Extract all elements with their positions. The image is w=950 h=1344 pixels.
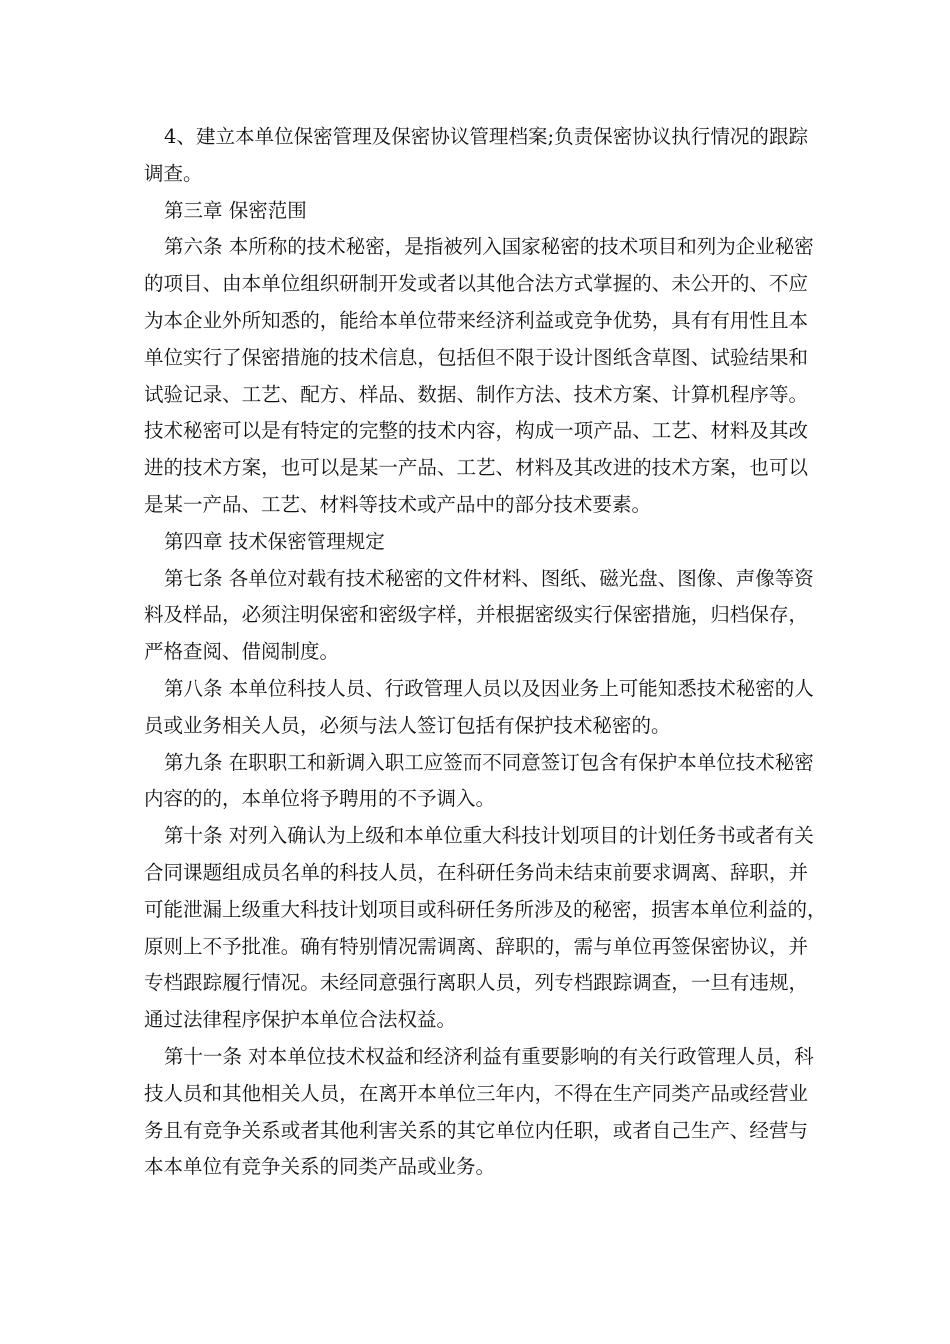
paragraph-line: 本本单位有竞争关系的同类产品或业务。 (144, 1155, 496, 1179)
paragraph-line: 第八条 本单位科技人员、行政管理人员以及因业务上可能知悉技术秘密的人 (164, 676, 814, 700)
paragraph-line: 进的技术方案，也可以是某一产品、工艺、材料及其改进的技术方案，也可以 (144, 456, 808, 480)
chapter-heading: 第三章 保密范围 (164, 198, 307, 222)
paragraph-line: 通过法律程序保护本单位合法权益。 (144, 1008, 457, 1032)
document-body (144, 119, 827, 1186)
paragraph-line: 第六条 本所称的技术秘密，是指被列入国家秘密的技术项目和列为企业秘密 (164, 235, 814, 259)
paragraph-line: 是某一产品、工艺、材料等技术或产品中的部分技术要素。 (144, 492, 652, 516)
paragraph-line: 的项目、由本单位组织研制开发或者以其他合法方式掌握的、未公开的、不应 (144, 272, 808, 296)
chapter-heading: 第四章 技术保密管理规定 (164, 529, 385, 553)
paragraph-line: 第十条 对列入确认为上级和本单位重大科技计划项目的计划任务书或者有关 (164, 824, 814, 848)
paragraph-line: 员或业务相关人员，必须与法人签订包括有保护技术秘密的。 (144, 713, 671, 737)
paragraph-line: 合同课题组成员名单的科技人员，在科研任务尚未结束前要求调离、辞职，并 (144, 860, 808, 884)
paragraph-line: 试验记录、工艺、配方、样品、数据、制作方法、技术方案、计算机程序等。 (144, 382, 808, 406)
paragraph-line: 4、建立本单位保密管理及保密协议管理档案;负责保密协议执行情况的跟踪 (164, 125, 808, 148)
paragraph-line: 严格查阅、借阅制度。 (144, 640, 340, 664)
paragraph-line: 第十一条 对本单位技术权益和经济利益有重要影响的有关行政管理人员，科 (164, 1044, 814, 1068)
paragraph-line: 专档跟踪履行情况。未经同意强行离职人员，列专档跟踪调查，一旦有违规， (144, 971, 808, 995)
paragraph-line: 内容的的，本单位将予聘用的不予调入。 (144, 787, 496, 811)
paragraph-line: 料及样品，必须注明保密和密级字样，并根据密级实行保密措施，归档保存， (144, 603, 808, 627)
paragraph-line: 原则上不予批准。确有特别情况需调离、辞职的，需与单位再签保密协议，并 (144, 934, 808, 958)
paragraph-line: 务且有竞争关系或者其他利害关系的其它单位内任职，或者自己生产、经营与 (144, 1118, 808, 1142)
paragraph-line: 单位实行了保密措施的技术信息，包括但不限于设计图纸含草图、试验结果和 (144, 345, 808, 369)
paragraph-line: 第九条 在职职工和新调入职工应签而不同意签订包含有保护本单位技术秘密 (164, 750, 814, 774)
paragraph-line: 技人员和其他相关人员，在离开本单位三年内，不得在生产同类产品或经营业 (144, 1081, 808, 1105)
paragraph-line: 为本企业外所知悉的，能给本单位带来经济利益或竞争优势，具有有用性且本 (144, 308, 808, 332)
paragraph-line: 第七条 各单位对载有技术秘密的文件材料、图纸、磁光盘、图像、声像等资 (164, 566, 814, 590)
paragraph-line: 技术秘密可以是有特定的完整的技术内容，构成一项产品、工艺、材料及其改 (144, 419, 808, 443)
paragraph-line: 调查。 (144, 161, 203, 185)
paragraph-line: 可能泄漏上级重大科技计划项目或科研任务所涉及的秘密，损害本单位利益的， (144, 897, 827, 921)
